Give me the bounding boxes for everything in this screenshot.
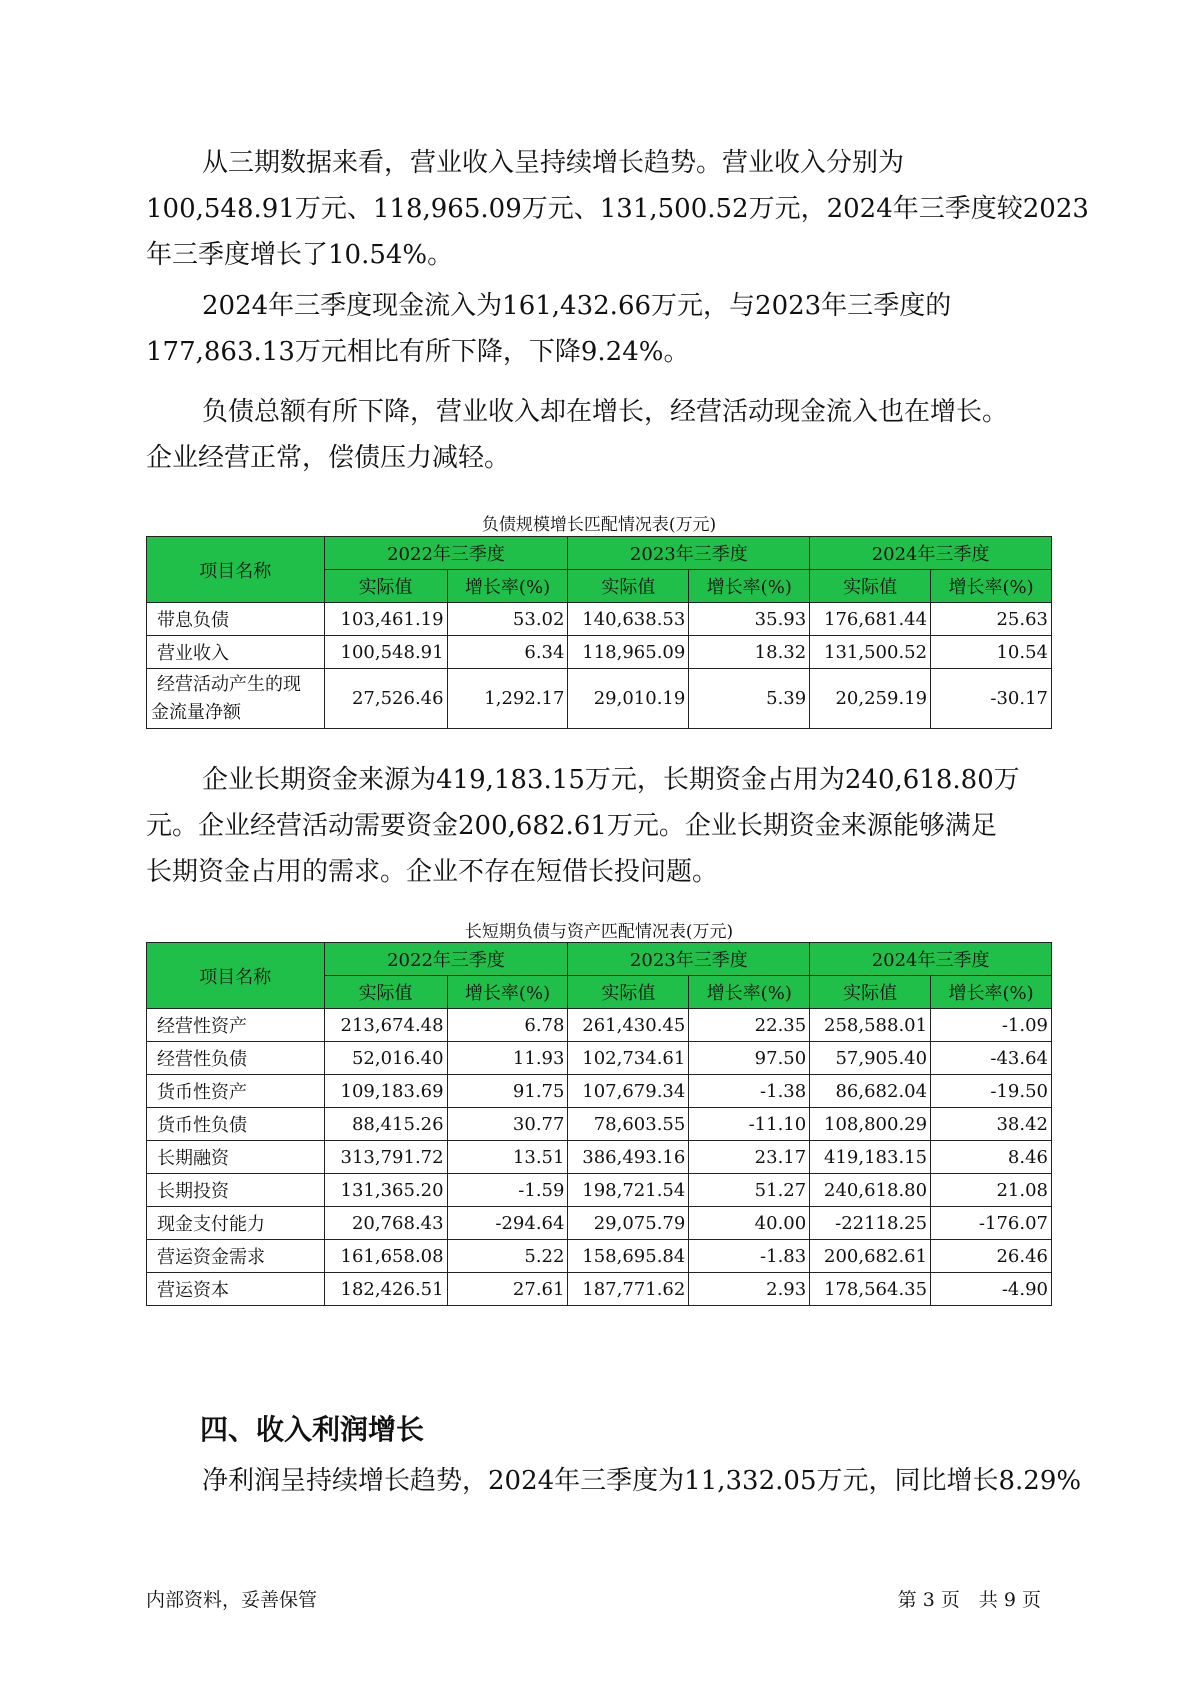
cell-value: 35.93	[689, 603, 810, 636]
table1-caption: 负债规模增长匹配情况表(万元)	[481, 515, 717, 535]
cell-value: 52,016.40	[324, 1042, 447, 1075]
text-line: 100,548.91万元、118,965.09万元、131,500.52万元，2024年三季度较2023	[146, 194, 1089, 224]
cell-value: -30.17	[931, 669, 1052, 729]
cell-value: 5.22	[447, 1240, 568, 1273]
header-actual: 实际值	[568, 976, 689, 1009]
header-actual: 实际值	[810, 570, 931, 603]
table-row	[147, 669, 1052, 729]
cell-value: 5.39	[689, 669, 810, 729]
header-period: 2023年三季度	[568, 943, 810, 976]
cell-value: 20,259.19	[810, 669, 931, 729]
row-label-line: 金流量净额	[151, 701, 241, 723]
row-label	[147, 669, 325, 729]
cell-value: 8.46	[931, 1141, 1052, 1174]
cell-value: 131,500.52	[810, 636, 931, 669]
header-period: 2022年三季度	[324, 943, 568, 976]
text-line: 负债总额有所下降，营业收入却在增长，经营活动现金流入也在增长。	[202, 397, 1009, 427]
header-growth: 增长率(%)	[689, 570, 810, 603]
paragraph-debt-summary	[146, 389, 1066, 481]
cell-value: 26.46	[931, 1240, 1052, 1273]
header-period: 2023年三季度	[568, 537, 810, 570]
cell-value: 2.93	[689, 1273, 810, 1306]
text-line: 177,863.13万元相比有所下降，下降9.24%。	[146, 337, 690, 367]
header-period: 2024年三季度	[810, 537, 1052, 570]
paragraph-net-profit	[146, 1458, 1082, 1504]
header-item-name: 项目名称	[147, 537, 325, 603]
header-period: 2024年三季度	[810, 943, 1052, 976]
cell-value: 6.78	[447, 1009, 568, 1042]
row-label: 现金支付能力	[147, 1207, 325, 1240]
header-item-name: 项目名称	[147, 943, 325, 1009]
cell-value: 182,426.51	[324, 1273, 447, 1306]
table-row	[147, 1207, 1052, 1240]
row-label: 货币性负债	[147, 1108, 325, 1141]
header-actual: 实际值	[568, 570, 689, 603]
cell-value: -43.64	[931, 1042, 1052, 1075]
cell-value: 313,791.72	[324, 1141, 447, 1174]
cell-value: 13.51	[447, 1141, 568, 1174]
cell-value: 57,905.40	[810, 1042, 931, 1075]
table-row	[147, 1075, 1052, 1108]
row-label: 长期融资	[147, 1141, 325, 1174]
table2-caption: 长短期负债与资产匹配情况表(万元)	[464, 922, 734, 942]
header-actual: 实际值	[324, 976, 447, 1009]
text-line: 企业经营正常，偿债压力减轻。	[146, 443, 511, 473]
cell-value: 40.00	[689, 1207, 810, 1240]
text-line: 元。企业经营活动需要资金200,682.61万元。企业长期资金来源能够满足	[146, 811, 997, 841]
row-label-line: 经营活动产生的现	[157, 673, 301, 695]
row-label: 带息负债	[147, 603, 325, 636]
text-line: 从三期数据来看，营业收入呈持续增长趋势。营业收入分别为	[202, 148, 905, 178]
cell-value: -294.64	[447, 1207, 568, 1240]
cell-value: -1.59	[447, 1174, 568, 1207]
cell-value: -1.83	[689, 1240, 810, 1273]
row-label: 经营性负债	[147, 1042, 325, 1075]
paragraph-cash-inflow	[146, 283, 1066, 375]
cell-value: -22118.25	[810, 1207, 931, 1240]
cell-value: 176,681.44	[810, 603, 931, 636]
text-line: 长期资金占用的需求。企业不存在短借长投问题。	[146, 857, 719, 887]
cell-value: 25.63	[931, 603, 1052, 636]
cell-value: 11.93	[447, 1042, 568, 1075]
cell-value: 30.77	[447, 1108, 568, 1141]
cell-value: 23.17	[689, 1141, 810, 1174]
cell-value: 53.02	[447, 603, 568, 636]
cell-value: 88,415.26	[324, 1108, 447, 1141]
text-line: 企业长期资金来源为419,183.15万元，长期资金占用为240,618.80万	[202, 765, 1020, 795]
cell-value: 102,734.61	[568, 1042, 689, 1075]
text-line: 2024年三季度现金流入为161,432.66万元，与2023年三季度的	[202, 291, 952, 321]
cell-value: 158,695.84	[568, 1240, 689, 1273]
table-row	[147, 1273, 1052, 1306]
paragraph-revenue-trend	[146, 140, 1089, 278]
header-growth: 增长率(%)	[931, 976, 1052, 1009]
cell-value: 107,679.34	[568, 1075, 689, 1108]
header-growth: 增长率(%)	[447, 570, 568, 603]
row-label: 营运资本	[147, 1273, 325, 1306]
cell-value: 258,588.01	[810, 1009, 931, 1042]
cell-value: 261,430.45	[568, 1009, 689, 1042]
cell-value: 29,010.19	[568, 669, 689, 729]
cell-value: -176.07	[931, 1207, 1052, 1240]
section-heading: 四、收入利润增长	[200, 1413, 425, 1446]
cell-value: 178,564.35	[810, 1273, 931, 1306]
cell-value: 109,183.69	[324, 1075, 447, 1108]
row-label: 货币性资产	[147, 1075, 325, 1108]
cell-value: 38.42	[931, 1108, 1052, 1141]
cell-value: 386,493.16	[568, 1141, 689, 1174]
cell-value: 213,674.48	[324, 1009, 447, 1042]
cell-value: 27.61	[447, 1273, 568, 1306]
table-row	[147, 603, 1052, 636]
cell-value: 240,618.80	[810, 1174, 931, 1207]
cell-value: 10.54	[931, 636, 1052, 669]
table-row	[147, 1240, 1052, 1273]
header-growth: 增长率(%)	[931, 570, 1052, 603]
row-label: 经营性资产	[147, 1009, 325, 1042]
cell-value: 22.35	[689, 1009, 810, 1042]
cell-value: 97.50	[689, 1042, 810, 1075]
cell-value: 131,365.20	[324, 1174, 447, 1207]
table-row	[147, 636, 1052, 669]
cell-value: 118,965.09	[568, 636, 689, 669]
table-row	[147, 1141, 1052, 1174]
page-number: 第 3 页 共 9 页	[897, 1589, 1041, 1611]
cell-value: 419,183.15	[810, 1141, 931, 1174]
cell-value: 78,603.55	[568, 1108, 689, 1141]
table-row	[147, 1042, 1052, 1075]
row-label: 营业收入	[147, 636, 325, 669]
cell-value: -19.50	[931, 1075, 1052, 1108]
cell-value: 51.27	[689, 1174, 810, 1207]
cell-value: 108,800.29	[810, 1108, 931, 1141]
cell-value: 200,682.61	[810, 1240, 931, 1273]
cell-value: 86,682.04	[810, 1075, 931, 1108]
paragraph-long-term-funds	[146, 757, 1066, 895]
cell-value: 20,768.43	[324, 1207, 447, 1240]
header-actual: 实际值	[324, 570, 447, 603]
table-row	[147, 1009, 1052, 1042]
row-label: 营运资金需求	[147, 1240, 325, 1273]
cell-value: 91.75	[447, 1075, 568, 1108]
debt-growth-table	[146, 536, 1052, 729]
cell-value: -1.09	[931, 1009, 1052, 1042]
table-row	[147, 1174, 1052, 1207]
cell-value: 27,526.46	[324, 669, 447, 729]
header-growth: 增长率(%)	[689, 976, 810, 1009]
cell-value: -4.90	[931, 1273, 1052, 1306]
cell-value: 198,721.54	[568, 1174, 689, 1207]
asset-liability-match-table	[146, 942, 1052, 1306]
cell-value: 161,658.08	[324, 1240, 447, 1273]
cell-value: 100,548.91	[324, 636, 447, 669]
header-period: 2022年三季度	[324, 537, 568, 570]
cell-value: 187,771.62	[568, 1273, 689, 1306]
cell-value: 140,638.53	[568, 603, 689, 636]
cell-value: -11.10	[689, 1108, 810, 1141]
text-line: 净利润呈持续增长趋势，2024年三季度为11,332.05万元，同比增长8.29%	[202, 1466, 1082, 1496]
cell-value: 18.32	[689, 636, 810, 669]
cell-value: 29,075.79	[568, 1207, 689, 1240]
cell-value: 21.08	[931, 1174, 1052, 1207]
text-line: 年三季度增长了10.54%。	[146, 240, 454, 270]
cell-value: -1.38	[689, 1075, 810, 1108]
cell-value: 6.34	[447, 636, 568, 669]
row-label: 长期投资	[147, 1174, 325, 1207]
cell-value: 103,461.19	[324, 603, 447, 636]
header-growth: 增长率(%)	[447, 976, 568, 1009]
cell-value: 1,292.17	[447, 669, 568, 729]
table-row	[147, 1108, 1052, 1141]
header-actual: 实际值	[810, 976, 931, 1009]
footer-left: 内部资料，妥善保管	[146, 1589, 318, 1611]
